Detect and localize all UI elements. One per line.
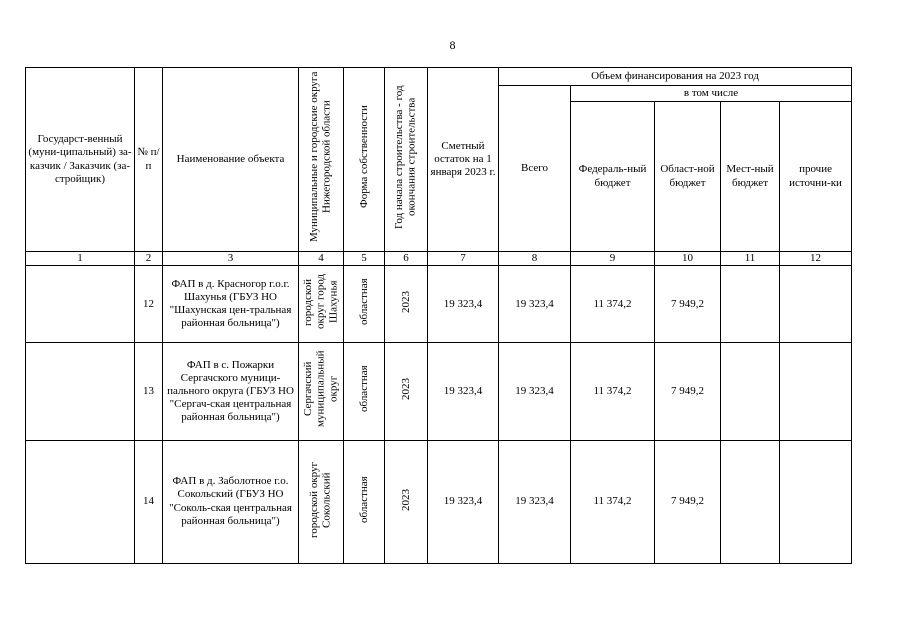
row-npp: 14 — [135, 440, 163, 563]
row-other — [780, 266, 852, 343]
row-total: 19 323,4 — [499, 343, 571, 440]
row-municipality: городской округ город Шахунья — [299, 266, 344, 343]
row-customer — [26, 343, 135, 440]
column-number: 5 — [344, 252, 385, 266]
header-federal: Федераль-ный бюджет — [571, 102, 655, 252]
header-ownership: Форма собственности — [344, 68, 385, 252]
row-npp: 13 — [135, 343, 163, 440]
row-local — [721, 440, 780, 563]
header-including: в том числе — [571, 86, 852, 102]
header-years: Год начала строительства - год окончания строительства — [385, 68, 428, 252]
row-federal: 11 374,2 — [571, 440, 655, 563]
header-regional: Област-ной бюджет — [655, 102, 721, 252]
row-regional: 7 949,2 — [655, 440, 721, 563]
row-local — [721, 266, 780, 343]
column-number: 11 — [721, 252, 780, 266]
row-object-name: ФАП в д. Красногор г.о.г. Шахунья (ГБУЗ НО "Шахунская цен-тральная районная больница") — [163, 266, 299, 343]
row-municipality: Сергачский муниципальный округ — [299, 343, 344, 440]
row-object-name: ФАП в с. Пожарки Сергачского муници-пального округа (ГБУЗ НО "Сергач-ская центральная районная больница") — [163, 343, 299, 440]
row-ownership: областная — [344, 266, 385, 343]
header-estimate: Сметный остаток на 1 января 2023 г. — [428, 68, 499, 252]
column-number: 9 — [571, 252, 655, 266]
row-estimate: 19 323,4 — [428, 343, 499, 440]
row-years: 2023 — [385, 440, 428, 563]
row-total: 19 323,4 — [499, 266, 571, 343]
column-number: 7 — [428, 252, 499, 266]
header-local: Мест-ный бюджет — [721, 102, 780, 252]
row-npp: 12 — [135, 266, 163, 343]
table-row — [26, 266, 852, 343]
financing-table — [25, 67, 852, 564]
row-object-name: ФАП в д. Заболотное г.о. Сокольский (ГБУЗ НО "Соколь-ская центральная районная больница") — [163, 440, 299, 563]
table-row — [26, 440, 852, 563]
row-ownership: областная — [344, 343, 385, 440]
row-other — [780, 343, 852, 440]
table-row — [26, 343, 852, 440]
header-other: прочие источни-ки — [780, 102, 852, 252]
header-npp: № п/п — [135, 68, 163, 252]
column-number: 2 — [135, 252, 163, 266]
page-number: 8 — [449, 38, 456, 52]
header-municipality: Муниципальные и городские округа Нижегородской области — [299, 68, 344, 252]
header-total: Всего — [499, 86, 571, 252]
header-customer: Государст-венный (муни-ципальный) за-казчик / Заказчик (за-стройщик) — [26, 68, 135, 252]
row-years: 2023 — [385, 343, 428, 440]
row-estimate: 19 323,4 — [428, 440, 499, 563]
row-regional: 7 949,2 — [655, 343, 721, 440]
column-number: 10 — [655, 252, 721, 266]
row-regional: 7 949,2 — [655, 266, 721, 343]
row-local — [721, 343, 780, 440]
row-total: 19 323,4 — [499, 440, 571, 563]
column-number: 6 — [385, 252, 428, 266]
row-municipality: городской округ Сокольский — [299, 440, 344, 563]
column-number: 8 — [499, 252, 571, 266]
row-customer — [26, 440, 135, 563]
row-customer — [26, 266, 135, 343]
row-federal: 11 374,2 — [571, 343, 655, 440]
column-number: 12 — [780, 252, 852, 266]
column-number: 4 — [299, 252, 344, 266]
column-number: 1 — [26, 252, 135, 266]
row-ownership: областная — [344, 440, 385, 563]
row-federal: 11 374,2 — [571, 266, 655, 343]
header-financing: Объем финансирования на 2023 год — [499, 68, 852, 86]
column-numbers-row — [26, 252, 852, 266]
row-other — [780, 440, 852, 563]
column-number: 3 — [163, 252, 299, 266]
header-object-name: Наименование объекта — [163, 68, 299, 252]
row-estimate: 19 323,4 — [428, 266, 499, 343]
row-years: 2023 — [385, 266, 428, 343]
